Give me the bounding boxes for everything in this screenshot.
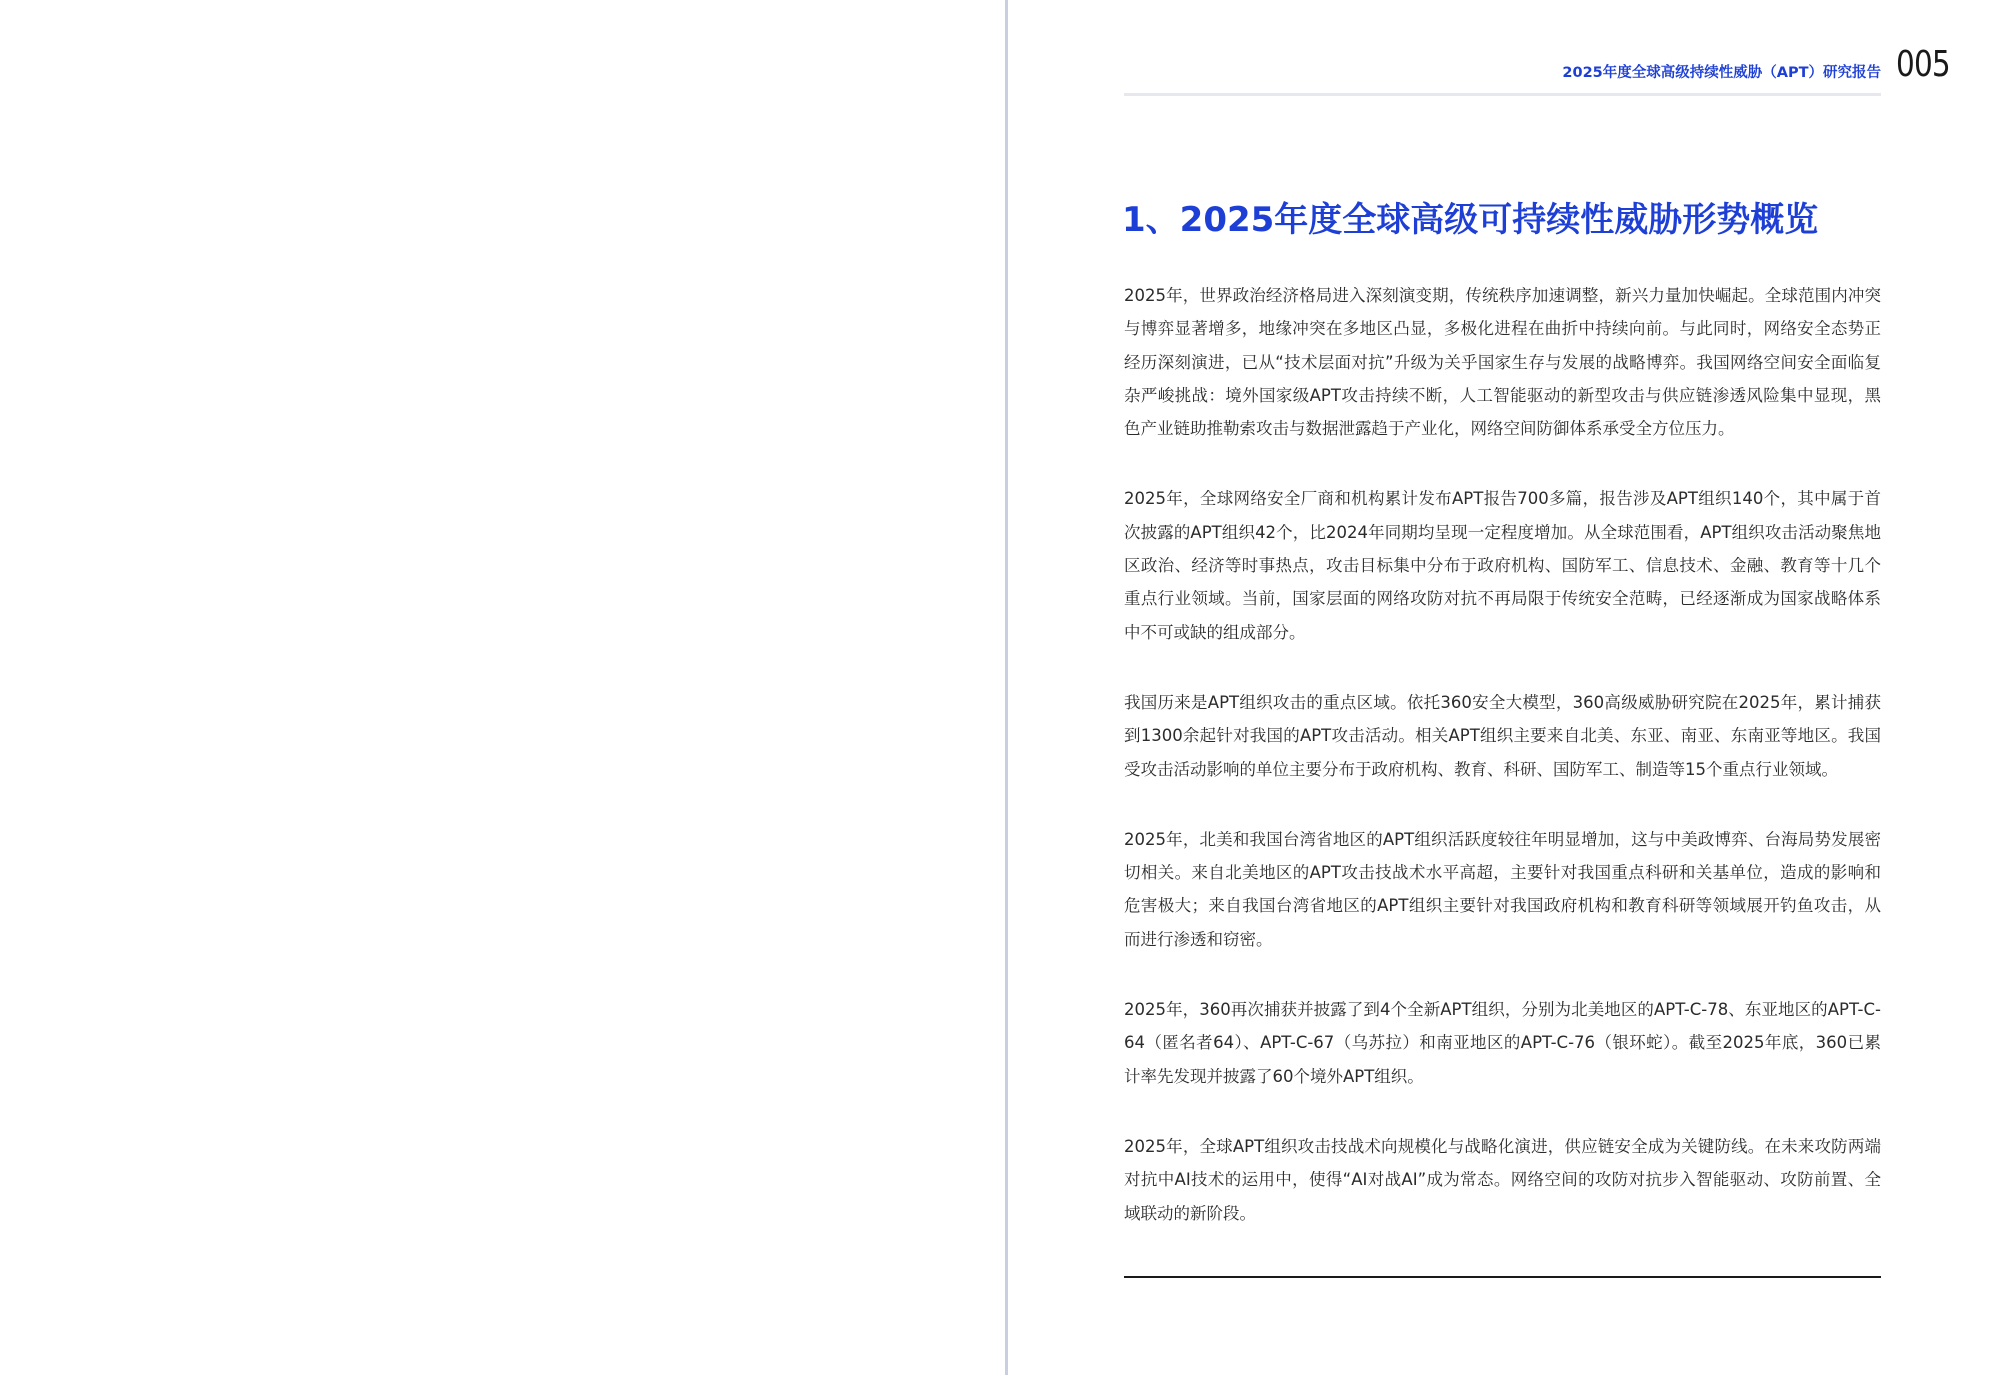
section-title: 1、2025年度全球高级可持续性威胁形势概览 bbox=[1122, 200, 1819, 240]
page-number: 005 bbox=[1896, 44, 1950, 85]
paragraph: 2025年，世界政治经济格局进入深刻演变期，传统秩序加速调整，新兴力量加快崛起。全球范围内冲突与博弈显著增多，地缘冲突在多地区凸显，多极化进程在曲折中持续向前。与此同时，网络安全态势正经历深刻演进，已从“技术层面对抗”升级为关乎国家生存与发展的战略博弈。我国网络空间安全面临复杂严峻挑战：境外国家级APT攻击持续不断，人工智能驱动的新型攻击与供应链渗透风险集中显现，黑色产业链助推勒索攻击与数据泄露趋于产业化，网络空间防御体系承受全方位压力。 bbox=[1124, 286, 1881, 439]
paragraph: 2025年，全球APT组织攻击技战术向规模化与战略化演进，供应链安全成为关键防线。在未来攻防两端对抗中AI技术的运用中，使得“AI对战AI”成为常态。网络空间的攻防对抗步入智能驱动、攻防前置、全域联动的新阶段。 bbox=[1124, 1136, 1881, 1223]
left-page-blank bbox=[0, 0, 1005, 1375]
running-header-title: 2025年度全球高级持续性威胁（APT）研究报告 bbox=[1562, 65, 1881, 81]
header-divider bbox=[1124, 93, 1881, 96]
footer-divider bbox=[1124, 1276, 1881, 1278]
paragraph: 2025年，360再次捕获并披露了到4个全新APT组织，分别为北美地区的APT-C-78、东亚地区的APT-C-64（匿名者64）、APT-C-67（乌苏拉）和南亚地区的APT-C-76（银环蛇）。截至2025年底，360已累计率先发现并披露了60个境外APT组织。 bbox=[1124, 1000, 1881, 1086]
body-text bbox=[1124, 279, 1881, 1267]
paragraph: 我国历来是APT组织攻击的重点区域。依托360安全大模型，360高级威胁研究院在2025年，累计捕获到1300余起针对我国的APT攻击活动。相关APT组织主要来自北美、东亚、南亚、东南亚等地区。我国受攻击活动影响的单位主要分布于政府机构、教育、科研、国防军工、制造等15个重点行业领域。 bbox=[1124, 692, 1881, 779]
paragraph: 2025年，北美和我国台湾省地区的APT组织活跃度较往年明显增加，这与中美政博弈、台海局势发展密切相关。来自北美地区的APT攻击技战术水平高超，主要针对我国重点科研和关基单位，造成的影响和危害极大；来自我国台湾省地区的APT组织主要针对我国政府机构和教育科研等领域展开钓鱼攻击，从而进行渗透和窃密。 bbox=[1124, 829, 1881, 949]
paragraph: 2025年，全球网络安全厂商和机构累计发布APT报告700多篇，报告涉及APT组织140个，其中属于首次披露的APT组织42个，比2024年同期均呈现一定程度增加。从全球范围看，APT组织攻击活动聚焦地区政治、经济等时事热点，攻击目标集中分布于政府机构、国防军工、信息技术、金融、教育等十几个重点行业领域。当前，国家层面的网络攻防对抗不再局限于传统安全范畴，已经逐渐成为国家战略体系中不可或缺的组成部分。 bbox=[1124, 489, 1881, 642]
